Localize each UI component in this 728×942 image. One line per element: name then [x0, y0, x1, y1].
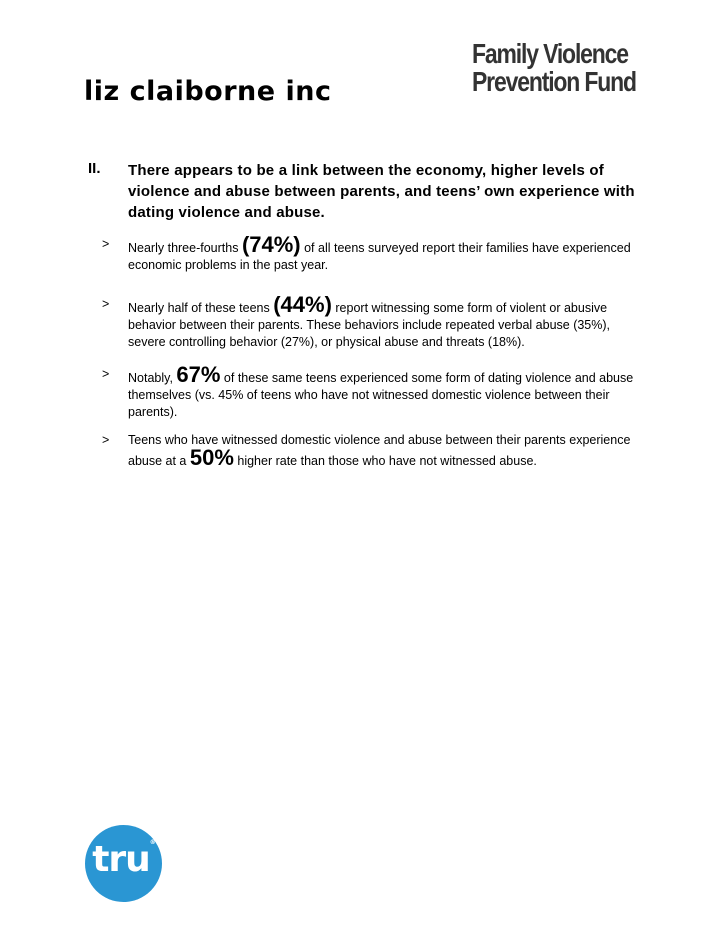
bullet-post: of all teens surveyed report their families have experienced economic problems in the past year. — [128, 241, 631, 272]
fvpf-logo-line1: Family Violence — [472, 38, 628, 69]
bullet-post: report witnessing some form of violent or abusive behavior between their parents. These behaviors include repeated verbal abuse (35%), severe controlling behavior (27%), or physical abuse and threats (18%). — [128, 301, 611, 349]
tru-logo — [85, 825, 162, 902]
bullet-highlight: 50% — [189, 445, 234, 470]
registered-mark: ® — [149, 839, 155, 846]
bullet-text — [128, 232, 643, 274]
section-heading: There appears to be a link between the economy, higher levels of violence and abuse between parents, and teens’ own experience with dating violence and abuse. — [128, 162, 635, 221]
bullet-highlight: (44%) — [273, 292, 332, 317]
liz-claiborne-logo: liz claiborne inc — [84, 76, 332, 107]
bullet-pre: Nearly half of these teens — [128, 301, 274, 315]
bullet-marker: > — [102, 367, 110, 381]
bullet-marker: > — [102, 237, 110, 251]
bullet-marker: > — [102, 433, 110, 447]
bullet-pre: Notably, — [128, 371, 177, 385]
bullet-highlight: 67% — [176, 362, 221, 387]
bullet-highlight: (74%) — [241, 232, 301, 257]
bullet-text — [128, 292, 643, 351]
bullet-marker: > — [102, 297, 110, 311]
tru-logo-text — [85, 839, 162, 880]
section-number: II. — [88, 160, 101, 177]
bullet-text — [128, 362, 643, 421]
bullet-post: of these same teens experienced some form of dating violence and abuse themselves (vs. 45% of teens who have not witnessed domestic violence between their parents). — [128, 371, 634, 419]
bullet-text — [128, 432, 643, 470]
bullet-pre: Teens who have witnessed domestic violence and abuse between their parents experience abuse at a — [128, 433, 631, 468]
tru-logo-wordmark: tru — [92, 839, 150, 880]
bullet-post: higher rate than those who have not witnessed abuse. — [233, 454, 537, 468]
fvpf-logo-line2: Prevention Fund — [472, 66, 636, 97]
family-violence-prevention-fund-logo — [472, 38, 636, 97]
bullet-pre: Nearly three-fourths — [128, 241, 242, 255]
